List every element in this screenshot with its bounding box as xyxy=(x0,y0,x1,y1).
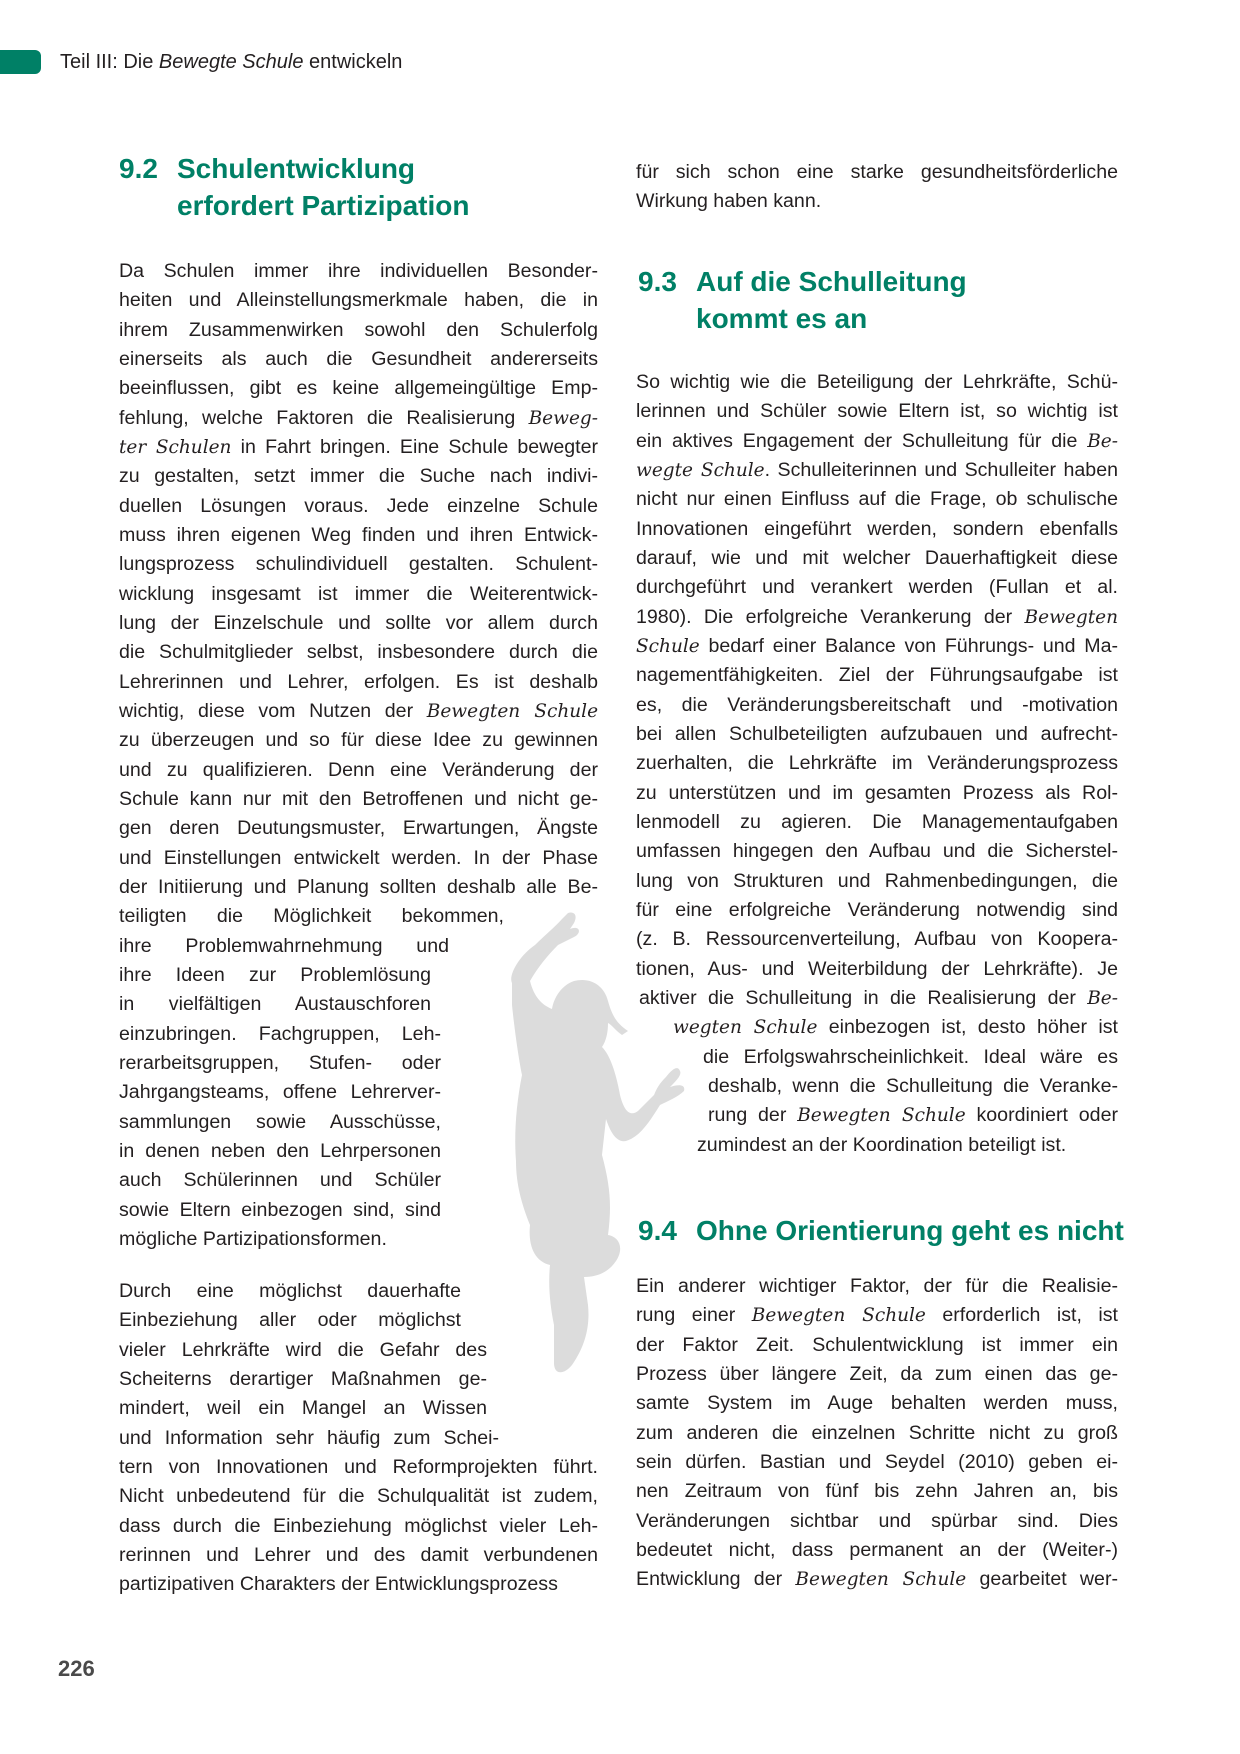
paragraph-line: tern von Innovationen und Reformprojekten führt. xyxy=(119,1455,598,1478)
paragraph-line: zum anderen die einzelnen Schritte nicht zu groß xyxy=(636,1421,1118,1444)
paragraph-line: wegten Schule einbezogen ist, desto höher ist xyxy=(673,1016,1118,1039)
paragraph-line: lung von Strukturen und Rahmenbedingungen, die xyxy=(636,869,1118,892)
italic-term: wegte Schule xyxy=(636,459,765,481)
paragraph-line: umfassen hingegen den Aufbau und die Sicherstel- xyxy=(636,840,1118,863)
paragraph-line: ter Schulen in Fahrt bringen. Eine Schule bewegter xyxy=(119,435,598,458)
paragraph-line: Jahrgangsteams, offene Lehrerver- xyxy=(119,1081,441,1104)
paragraph-line: partizipativen Charakters der Entwicklungsprozess xyxy=(119,1573,558,1596)
italic-term: Schule xyxy=(636,635,700,657)
paragraph-line: rung einer Bewegten Schule erforderlich ist, ist xyxy=(636,1304,1118,1327)
paragraph-line: auch Schülerinnen und Schüler xyxy=(119,1169,441,1192)
paragraph-line: ein aktives Engagement der Schulleitung für die Be- xyxy=(636,429,1118,452)
paragraph-line: in vielfältigen Austauschforen xyxy=(119,993,431,1016)
paragraph-line: darauf, wie und mit welcher Dauerhaftigkeit diese xyxy=(636,546,1118,569)
paragraph-line: Durch eine möglichst dauerhafte xyxy=(119,1280,461,1302)
paragraph-line: fehlung, welche Faktoren die Realisierung Beweg- xyxy=(119,406,598,429)
italic-term: Bewegten Schule xyxy=(751,1305,926,1327)
paragraph-line: Nicht unbedeutend für die Schulqualität ist zudem, xyxy=(119,1485,598,1508)
header-part: Teil III: Die xyxy=(60,51,159,73)
paragraph-line: wicklung insgesamt ist immer die Weiterentwick- xyxy=(119,582,598,605)
paragraph-line: sein dürfen. Bastian und Seydel (2010) geben ei- xyxy=(636,1450,1118,1473)
paragraph-line: gen deren Deutungsmuster, Erwartungen, Ängste xyxy=(119,817,598,840)
paragraph-line: wegte Schule. Schulleiterinnen und Schulleiter haben xyxy=(636,458,1118,481)
paragraph-line: und Einstellungen entwickelt werden. In der Phase xyxy=(119,846,598,869)
paragraph-line: Lehrerinnen und Lehrer, erfolgen. Es ist deshalb xyxy=(119,670,598,693)
paragraph-line: mögliche Partizipationsformen. xyxy=(119,1227,387,1250)
italic-term: Bewegten Schule xyxy=(797,1105,966,1127)
section-title-line: Schulentwicklung xyxy=(177,153,416,184)
paragraph-line: die Erfolgswahrscheinlichkeit. Ideal wäre es xyxy=(703,1045,1118,1068)
paragraph-line: der Initiierung und Planung sollten deshalb alle Be- xyxy=(119,875,598,898)
paragraph-line: Innovationen eingeführt werden, sondern ebenfalls xyxy=(636,517,1118,540)
page-number: 226 xyxy=(58,1656,95,1681)
paragraph-line: einzubringen. Fachgruppen, Leh- xyxy=(119,1022,441,1045)
italic-term: Bewegten xyxy=(1024,606,1118,628)
paragraph-line: einerseits als auch die Gesundheit andererseits xyxy=(119,347,598,370)
paragraph-line: tionen, Aus- und Weiterbildung der Lehrkräfte). Je xyxy=(636,957,1118,980)
running-header xyxy=(60,50,402,74)
paragraph-line: ihrem Zusammenwirken sowohl den Schulerfolg xyxy=(119,318,598,341)
section-title-line: kommt es an xyxy=(696,303,868,334)
paragraph-line: und Information sehr häufig zum Schei- xyxy=(119,1426,499,1449)
paragraph-line: Ein anderer wichtiger Faktor, der für die Realisie- xyxy=(636,1275,1118,1297)
paragraph-line: zu unterstützen und im gesamten Prozess als Rol- xyxy=(636,781,1118,804)
header-rest: entwickeln xyxy=(303,51,403,73)
paragraph-line: lenmodell zu agieren. Die Managementaufgaben xyxy=(636,810,1118,833)
paragraph-line: in denen neben den Lehrpersonen xyxy=(119,1139,441,1162)
paragraph-line: es, die Veränderungsbereitschaft und -motivation xyxy=(636,693,1118,716)
paragraph-line: sammlungen sowie Ausschüsse, xyxy=(119,1110,441,1133)
paragraph-line: vieler Lehrkräfte wird die Gefahr des xyxy=(119,1338,487,1361)
paragraph-line: ihre Ideen zur Problemlösung xyxy=(119,963,431,986)
paragraph-line: nicht nur einen Einfluss auf die Frage, ob schulische xyxy=(636,488,1118,511)
paragraph-line: teiligten die Möglichkeit bekommen, xyxy=(119,905,504,928)
paragraph-line: wichtig, diese vom Nutzen der Bewegten Schule xyxy=(119,699,599,722)
header-italic: Bewegte Schule xyxy=(158,51,304,73)
paragraph-line: für eine erfolgreiche Veränderung notwendig sind xyxy=(636,898,1118,921)
paragraph-line: bedeutet nicht, dass permanent an der (Weiter-) xyxy=(636,1538,1118,1561)
paragraph-line: beeinflussen, gibt es keine allgemeingültige Emp- xyxy=(119,377,598,400)
italic-term: Bewegten Schule xyxy=(426,700,599,722)
paragraph-line: zu gestalten, setzt immer die Suche nach indivi- xyxy=(119,465,598,488)
italic-term: Be- xyxy=(1087,987,1118,1009)
paragraph-line: Schule kann nur mit den Betroffenen und nicht ge- xyxy=(119,787,598,810)
paragraph-line: nen Zeitraum von fünf bis zehn Jahren an, bis xyxy=(636,1480,1118,1503)
paragraph-line: für sich schon eine starke gesundheitsförderliche xyxy=(636,161,1118,183)
paragraph-line: durchgeführt und verankert werden (Fullan et al. xyxy=(636,576,1118,599)
paragraph-line: zu überzeugen und so für diese Idee zu gewinnen xyxy=(119,729,598,752)
paragraph-line: deshalb, wenn die Schulleitung die Veranke- xyxy=(708,1074,1118,1097)
paragraph-line: rerinnen und Lehrer und des damit verbundenen xyxy=(119,1543,598,1566)
italic-term: Beweg- xyxy=(528,407,598,429)
paragraph-line: und zu qualifizieren. Denn eine Veränderung der xyxy=(119,758,598,781)
paragraph-line: 1980). Die erfolgreiche Verankerung der Bewegten xyxy=(636,605,1118,628)
paragraph-line: lung der Einzelschule und sollte vor allem durch xyxy=(119,611,598,634)
chapter-marker-bar xyxy=(0,50,41,74)
italic-term: ter Schulen xyxy=(119,436,232,458)
paragraph-line: dass durch die Einbeziehung möglichst vieler Leh- xyxy=(119,1514,598,1537)
section-number: 9.3 xyxy=(638,266,677,297)
section-number: 9.2 xyxy=(119,153,158,184)
paragraph-line: Da Schulen immer ihre individuellen Besonder- xyxy=(119,260,598,282)
italic-term: wegten Schule xyxy=(673,1017,818,1039)
paragraph-line: zumindest an der Koordination beteiligt ist. xyxy=(697,1133,1067,1156)
paragraph-line: Einbeziehung aller oder möglichst xyxy=(119,1309,461,1332)
paragraph-line: duellen Lösungen voraus. Jede einzelne Schule xyxy=(119,494,598,517)
paragraph-line: samte System im Auge behalten werden muss, xyxy=(636,1392,1118,1415)
paragraph-line: rerarbeitsgruppen, Stufen- oder xyxy=(119,1051,441,1074)
paragraph-line: Entwicklung der Bewegten Schule gearbeitet wer- xyxy=(636,1568,1119,1591)
italic-term: Be- xyxy=(1087,430,1118,452)
paragraph-line: zuerhalten, die Lehrkräfte im Veränderungsprozess xyxy=(636,752,1118,775)
paragraph-line: lerinnen und Schüler sowie Eltern ist, so wichtig ist xyxy=(636,400,1118,423)
paragraph-line: Prozess über längere Zeit, da zum einen das ge- xyxy=(636,1362,1118,1385)
paragraph-line: mindert, weil ein Mangel an Wissen xyxy=(119,1397,487,1420)
section-number: 9.4 xyxy=(638,1215,677,1246)
paragraph-line: die Schulmitglieder selbst, insbesondere durch die xyxy=(119,641,598,664)
paragraph-line: lungsprozess schulindividuell gestalten. Schulent- xyxy=(119,553,598,576)
paragraph-line: sowie Eltern einbezogen sind, sind xyxy=(119,1198,441,1221)
paragraph-line: Schule bedarf einer Balance von Führungs- und Ma- xyxy=(636,634,1118,657)
section-title-line: Ohne Orientierung geht es nicht xyxy=(696,1215,1124,1246)
section-title-line: erfordert Partizipation xyxy=(177,190,470,221)
paragraph-line: heiten und Alleinstellungsmerkmale haben, die in xyxy=(119,289,598,312)
paragraph-line: Veränderungen sichtbar und spürbar sind. Dies xyxy=(636,1509,1118,1532)
paragraph-line: rung der Bewegten Schule koordiniert oder xyxy=(708,1104,1118,1127)
paragraph-line: der Faktor Zeit. Schulentwicklung ist immer ein xyxy=(636,1333,1118,1356)
paragraph-line: (z. B. Ressourcenverteilung, Aufbau von Koopera- xyxy=(636,928,1118,951)
paragraph-line: nagementfähigkeiten. Ziel der Führungsaufgabe ist xyxy=(636,664,1118,687)
paragraph-line: Scheiterns derartiger Maßnahmen ge- xyxy=(119,1367,487,1390)
paragraph-line: bei allen Schulbeteiligten aufzubauen und aufrecht- xyxy=(636,722,1118,745)
paragraph-line: ihre Problemwahrnehmung und xyxy=(119,934,449,957)
paragraph-line: aktiver die Schulleitung in die Realisierung der Be- xyxy=(639,986,1118,1009)
paragraph-line: muss ihren eigenen Weg finden und ihren Entwick- xyxy=(119,523,598,546)
paragraph-line: So wichtig wie die Beteiligung der Lehrkräfte, Schü- xyxy=(636,371,1118,393)
paragraph-line: Wirkung haben kann. xyxy=(636,190,822,213)
italic-term: Bewegten Schule xyxy=(795,1569,967,1591)
section-title-line: Auf die Schulleitung xyxy=(696,266,967,297)
